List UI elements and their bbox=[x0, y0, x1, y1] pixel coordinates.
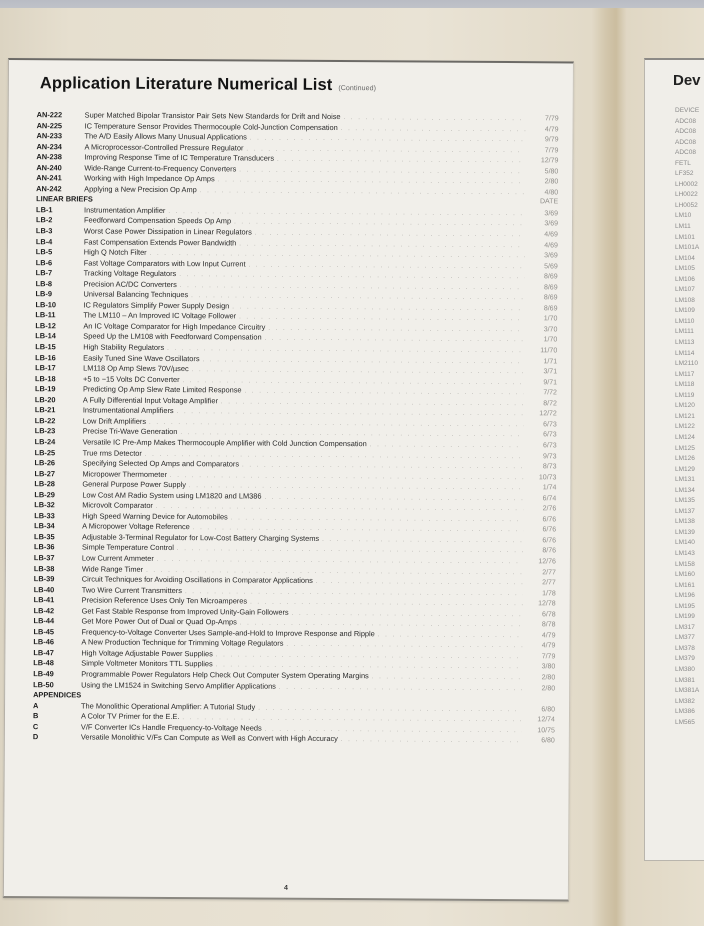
device-item: DEVICE bbox=[675, 107, 700, 114]
item-title: An IC Voltage Comparator for High Impedance Circuitry bbox=[83, 321, 266, 332]
app-notes-list bbox=[36, 110, 559, 198]
item-date: 8/78 bbox=[541, 621, 556, 629]
item-title: Applying a New Precision Op Amp bbox=[84, 184, 197, 194]
item-title: Improving Response Time of IC Temperature Transducers bbox=[84, 152, 275, 163]
device-item: LM117 bbox=[675, 370, 695, 378]
item-code: LB-27 bbox=[34, 468, 56, 478]
item-title: Instrumentational Amplifiers bbox=[82, 405, 174, 416]
item-date: 1/70 bbox=[543, 315, 558, 323]
item-code: LB-49 bbox=[33, 669, 54, 679]
item-title: A Fully Differential Input Voltage Amplifier bbox=[82, 395, 218, 406]
item-code: LB-28 bbox=[34, 479, 55, 489]
item-code: LB-29 bbox=[34, 489, 55, 499]
item-code: AN-233 bbox=[36, 131, 63, 141]
item-title: Precise Tri-Wave Generation bbox=[82, 426, 178, 437]
item-code: LB-9 bbox=[35, 289, 53, 299]
item-title: Frequency-to-Voltage Converter Uses Sample-and-Hold to Improve Response and Ripple bbox=[81, 627, 375, 639]
item-code: AN-240 bbox=[36, 162, 62, 173]
item-title: Worst Case Power Dissipation in Linear Regulators bbox=[83, 226, 252, 237]
item-date: 4/79 bbox=[544, 125, 559, 133]
linear-briefs-list bbox=[33, 205, 558, 693]
item-code: AN-241 bbox=[36, 173, 62, 183]
device-item: LM105 bbox=[675, 265, 695, 273]
item-title: LM118 Op Amp Slews 70V/µsec bbox=[83, 363, 189, 374]
item-date: 8/73 bbox=[542, 463, 557, 471]
item-code: B bbox=[32, 711, 39, 721]
item-code: LB-39 bbox=[33, 574, 55, 584]
item-title: Circuit Techniques for Avoiding Oscillations in Comparator Applications bbox=[81, 574, 313, 585]
leader-dots bbox=[200, 186, 525, 199]
device-item: LM381A bbox=[675, 687, 700, 695]
item-date: 3/71 bbox=[543, 368, 558, 376]
item-title: Get More Power Out of Dual or Quad Op-Amps bbox=[81, 616, 237, 627]
page-title-text: Application Literature Numerical List bbox=[39, 74, 333, 94]
item-title: High Stability Regulators bbox=[83, 342, 165, 352]
device-item: LM2110 bbox=[675, 360, 699, 368]
device-item: LM160 bbox=[675, 571, 695, 579]
item-date: 4/69 bbox=[544, 241, 558, 249]
item-title: Two Wire Current Transmitters bbox=[81, 585, 182, 595]
item-title: Precision AC/DC Converters bbox=[83, 279, 177, 289]
item-title: Fast Compensation Extends Power Bandwidth bbox=[83, 237, 237, 247]
item-date: 8/76 bbox=[542, 547, 557, 555]
item-title: +5 to −15 Volts DC Converter bbox=[83, 374, 180, 384]
item-title: The LM110 – An Improved IC Voltage Follower bbox=[83, 310, 237, 321]
item-title: Low Drift Amplifiers bbox=[82, 416, 147, 426]
item-date: 6/80 bbox=[541, 705, 556, 713]
device-item: LM101A bbox=[675, 244, 700, 252]
item-date: 3/69 bbox=[544, 220, 559, 228]
item-date: 2/80 bbox=[541, 674, 556, 682]
item-code: D bbox=[32, 732, 39, 742]
literature-list bbox=[33, 110, 559, 746]
item-date: 3/69 bbox=[544, 210, 559, 218]
item-title: Simple Temperature Control bbox=[81, 542, 174, 553]
item-code: C bbox=[32, 721, 39, 731]
device-item: LM124 bbox=[675, 433, 695, 441]
item-title: Using the LM1524 in Switching Servo Amplifier Applications bbox=[81, 679, 276, 691]
left-page bbox=[3, 58, 574, 901]
item-title: Feedforward Compensation Speeds Op Amp bbox=[83, 215, 232, 226]
item-title: Tracking Voltage Regulators bbox=[83, 268, 177, 279]
item-title: IC Regulators Simplify Power Supply Design bbox=[83, 300, 230, 311]
device-list bbox=[675, 106, 699, 728]
item-code: LB-14 bbox=[35, 331, 56, 341]
device-item: LM161 bbox=[675, 581, 695, 589]
item-code: LB-18 bbox=[35, 373, 56, 383]
item-title: A Micropower Voltage Reference bbox=[82, 521, 190, 532]
device-item: LM111 bbox=[675, 328, 694, 336]
item-date: 12/72 bbox=[539, 410, 557, 418]
page-title bbox=[40, 74, 376, 95]
item-code: LB-22 bbox=[34, 416, 56, 426]
device-item: LM135 bbox=[675, 497, 695, 505]
device-item: LH0002 bbox=[675, 180, 698, 188]
item-code: LB-16 bbox=[35, 352, 56, 362]
item-code: LB-46 bbox=[33, 637, 55, 647]
device-item: LM382 bbox=[675, 697, 695, 705]
right-page-title: Dev bbox=[673, 72, 701, 89]
item-code: LB-20 bbox=[34, 394, 56, 405]
device-item: LM317 bbox=[675, 623, 695, 631]
item-title: Versatile IC Pre-Amp Makes Thermocouple Amplifier with Cold Junction Compensation bbox=[82, 437, 367, 449]
item-date: 1/74 bbox=[542, 484, 557, 492]
item-date: 6/73 bbox=[543, 431, 557, 439]
device-item: LM134 bbox=[675, 486, 695, 494]
item-date: 4/80 bbox=[544, 189, 559, 197]
item-code: LB-26 bbox=[34, 458, 56, 468]
device-item: LH0052 bbox=[675, 201, 698, 209]
item-code: LB-3 bbox=[35, 226, 53, 236]
item-title: Versatile Monolithic V/Fs Can Compute as Well as Convert with High Accuracy bbox=[80, 732, 338, 744]
item-title: Get Fast Stable Response from Improved Unity-Gain Followers bbox=[81, 606, 289, 617]
item-date: 10/73 bbox=[538, 473, 557, 481]
item-date: 7/79 bbox=[544, 146, 559, 155]
item-date: 12/79 bbox=[540, 157, 559, 165]
device-item: LM139 bbox=[675, 528, 695, 536]
item-date: 10/75 bbox=[537, 726, 555, 735]
item-title: Easily Tuned Sine Wave Oscillators bbox=[83, 353, 200, 363]
item-date: 6/76 bbox=[542, 516, 557, 524]
item-date: 6/80 bbox=[541, 737, 555, 745]
item-date: 3/70 bbox=[543, 326, 558, 334]
item-title: Simple Voltmeter Monitors TTL Supplies bbox=[81, 658, 213, 669]
device-item: LM106 bbox=[675, 275, 695, 283]
book-spread bbox=[0, 8, 704, 926]
device-item: ADC08 bbox=[675, 138, 696, 146]
item-date: 4/69 bbox=[544, 231, 558, 239]
device-item: LM120 bbox=[675, 402, 695, 410]
device-item: LM381 bbox=[675, 676, 695, 684]
item-code: LB-6 bbox=[35, 257, 53, 267]
device-item: LM125 bbox=[675, 444, 695, 452]
item-date: 8/69 bbox=[543, 284, 558, 292]
item-code: AN-238 bbox=[36, 152, 62, 162]
device-item: FETL bbox=[675, 159, 691, 167]
device-item: LM158 bbox=[675, 560, 695, 568]
item-date: 8/72 bbox=[543, 400, 557, 408]
item-date: 6/76 bbox=[542, 537, 557, 545]
device-item: LM196 bbox=[675, 592, 695, 600]
section-title: LINEAR BRIEFS bbox=[36, 194, 93, 204]
item-code: AN-234 bbox=[36, 141, 62, 151]
device-item: LH0022 bbox=[675, 191, 698, 199]
device-item: LM126 bbox=[675, 455, 695, 463]
item-date: 2/80 bbox=[541, 684, 556, 692]
item-date: 1/78 bbox=[542, 589, 556, 597]
item-title: A New Production Technique for Trimming Voltage Regulators bbox=[81, 637, 284, 649]
item-title: A Microprocessor-Controlled Pressure Regulator bbox=[84, 142, 244, 153]
device-item: LM109 bbox=[675, 307, 695, 315]
device-item: LM380 bbox=[675, 665, 695, 673]
device-item: LM119 bbox=[675, 391, 695, 399]
item-date: 12/78 bbox=[538, 600, 556, 608]
item-date: 1/70 bbox=[543, 336, 558, 344]
item-code: LB-41 bbox=[33, 595, 55, 605]
item-date: 8/69 bbox=[543, 294, 558, 302]
item-title: General Purpose Power Supply bbox=[82, 479, 186, 490]
item-code: LB-44 bbox=[33, 616, 55, 626]
item-date: 7/79 bbox=[544, 115, 559, 123]
item-code: LB-23 bbox=[34, 426, 56, 436]
item-date: 6/76 bbox=[542, 526, 557, 534]
device-item: LM565 bbox=[675, 718, 695, 726]
device-item: LM10 bbox=[675, 212, 692, 220]
item-date: 2/76 bbox=[542, 505, 557, 513]
item-code: LB-37 bbox=[33, 553, 55, 563]
item-title: Working with High Impedance Op Amps bbox=[84, 173, 215, 184]
item-date: 11/70 bbox=[540, 347, 558, 355]
item-title: Precision Reference Uses Only Ten Microamperes bbox=[81, 595, 248, 606]
item-date: 3/69 bbox=[544, 252, 558, 260]
item-code: LB-19 bbox=[34, 384, 56, 394]
item-date: 12/74 bbox=[537, 716, 555, 724]
device-item: LM143 bbox=[675, 549, 695, 557]
item-title: The Monolithic Operational Amplifier: A Tutorial Study bbox=[81, 701, 256, 712]
item-date: 1/71 bbox=[543, 357, 558, 365]
item-title: Low Cost AM Radio System using LM1820 and LM386 bbox=[82, 490, 262, 501]
item-code: LB-8 bbox=[35, 278, 53, 289]
item-code: AN-222 bbox=[36, 110, 63, 120]
item-title: High Voltage Adjustable Power Supplies bbox=[81, 648, 213, 659]
device-item: LM378 bbox=[675, 644, 695, 652]
item-date: 4/79 bbox=[541, 642, 556, 650]
item-title: Super Matched Bipolar Transistor Pair Sets New Standards for Drift and Noise bbox=[84, 110, 341, 122]
section-title: APPENDICES bbox=[33, 690, 82, 700]
device-item: LM122 bbox=[675, 423, 695, 431]
device-item: LM195 bbox=[675, 602, 695, 610]
device-item: LM110 bbox=[675, 317, 695, 325]
device-item: LM138 bbox=[675, 518, 695, 526]
item-title: True rms Detector bbox=[82, 447, 142, 458]
item-date: 5/69 bbox=[544, 262, 558, 271]
item-code: LB-12 bbox=[35, 321, 56, 331]
item-code: LB-47 bbox=[33, 648, 54, 658]
item-code: LB-34 bbox=[34, 521, 55, 531]
item-code: LB-5 bbox=[35, 247, 53, 257]
item-code: LB-4 bbox=[35, 236, 53, 246]
device-item: LM377 bbox=[675, 634, 695, 642]
item-title: Predicting Op Amp Slew Rate Limited Response bbox=[82, 384, 242, 395]
item-code: LB-50 bbox=[33, 679, 54, 689]
device-item: LM108 bbox=[675, 296, 695, 304]
device-item: LM104 bbox=[675, 254, 695, 262]
item-title: Microvolt Comparator bbox=[82, 500, 153, 511]
item-date: 6/73 bbox=[543, 421, 557, 429]
item-title: Programmable Power Regulators Help Check Out Computer System Operating Margins bbox=[81, 669, 369, 681]
item-title: IC Temperature Sensor Provides Thermocouple Cold-Junction Compensation bbox=[84, 121, 338, 132]
item-code: LB-35 bbox=[34, 532, 55, 542]
device-item: LM113 bbox=[675, 339, 695, 347]
item-title: Universal Balancing Techniques bbox=[83, 289, 189, 300]
date-column-header: DATE bbox=[539, 198, 559, 206]
item-title: V/F Converter ICs Handle Frequency-to-Voltage Needs bbox=[80, 722, 262, 733]
device-item: ADC08 bbox=[675, 128, 696, 136]
item-date: 2/77 bbox=[542, 579, 556, 587]
item-date: 9/79 bbox=[544, 136, 559, 144]
leader-dots bbox=[341, 735, 522, 747]
appendices-list bbox=[33, 701, 555, 746]
item-code: LB-7 bbox=[35, 268, 53, 278]
device-item: ADC08 bbox=[675, 117, 696, 125]
item-title: Specifying Selected Op Amps and Comparators bbox=[82, 458, 240, 469]
device-item: LM11 bbox=[675, 223, 691, 231]
item-title: Low Current Ammeter bbox=[81, 553, 154, 563]
device-item: LM107 bbox=[675, 286, 695, 294]
item-date: 6/73 bbox=[542, 442, 557, 450]
item-title: Instrumentation Amplifier bbox=[84, 205, 166, 215]
page-number: 4 bbox=[283, 884, 288, 892]
device-item: LM121 bbox=[675, 412, 695, 420]
item-code: LB-10 bbox=[35, 300, 57, 310]
device-item: LM140 bbox=[675, 539, 695, 547]
item-title: Fast Voltage Comparators with Low Input Current bbox=[83, 258, 246, 269]
item-title: The A/D Easily Allows Many Unusual Applications bbox=[84, 131, 247, 142]
item-date: 5/80 bbox=[544, 168, 559, 176]
item-code: LB-2 bbox=[35, 215, 53, 225]
item-code: LB-11 bbox=[35, 310, 56, 320]
item-title: A Color TV Primer for the E.E. bbox=[80, 711, 180, 722]
device-item: LM101 bbox=[675, 233, 695, 241]
item-date: 9/73 bbox=[542, 452, 557, 460]
device-item: LM379 bbox=[675, 655, 695, 663]
item-code: LB-24 bbox=[34, 437, 56, 447]
item-code: LB-15 bbox=[35, 342, 56, 352]
item-date: 8/69 bbox=[544, 273, 558, 281]
device-item: LM118 bbox=[675, 381, 695, 389]
item-date: 4/79 bbox=[541, 632, 556, 640]
item-code: AN-225 bbox=[36, 120, 63, 130]
item-date: 6/78 bbox=[541, 610, 556, 619]
item-date: 6/74 bbox=[542, 494, 557, 503]
device-item: ADC08 bbox=[675, 149, 696, 157]
item-date: 3/80 bbox=[541, 663, 556, 671]
item-title: Adjustable 3-Terminal Regulator for Low-Cost Battery Charging Systems bbox=[82, 532, 320, 543]
right-page bbox=[644, 58, 704, 861]
device-item: LM199 bbox=[675, 613, 695, 621]
item-code: A bbox=[33, 700, 39, 710]
item-title: Wide-Range Current-to-Frequency Converters bbox=[84, 163, 237, 174]
item-code: LB-32 bbox=[34, 500, 55, 510]
item-title: High Q Notch Filter bbox=[83, 247, 147, 257]
device-item: LM137 bbox=[675, 507, 695, 515]
leader-dots bbox=[279, 682, 522, 694]
item-date: 12/76 bbox=[538, 558, 556, 566]
item-code: LB-21 bbox=[34, 405, 56, 415]
item-title: Wide Range Timer bbox=[81, 563, 144, 574]
item-code: LB-40 bbox=[33, 584, 55, 594]
device-item: LM386 bbox=[675, 708, 695, 716]
device-item: LM129 bbox=[675, 465, 695, 473]
item-date: 9/71 bbox=[543, 378, 558, 387]
item-date: 7/79 bbox=[541, 653, 556, 661]
device-item: LF352 bbox=[675, 170, 694, 178]
item-code: AN-242 bbox=[36, 184, 62, 194]
item-date: 2/80 bbox=[544, 178, 559, 186]
item-code: LB-33 bbox=[34, 510, 55, 521]
continued-label: (Continued) bbox=[338, 85, 377, 93]
item-code: LB-48 bbox=[33, 658, 54, 668]
device-item: LM131 bbox=[675, 476, 695, 484]
item-code: LB-38 bbox=[33, 563, 55, 573]
item-code: LB-42 bbox=[33, 605, 55, 615]
item-code: LB-36 bbox=[33, 542, 55, 552]
item-code: LB-25 bbox=[34, 447, 56, 457]
item-date: 7/72 bbox=[543, 389, 557, 397]
item-code: LB-1 bbox=[36, 205, 53, 215]
item-date: 8/69 bbox=[543, 305, 558, 313]
item-title: Micropower Thermometer bbox=[82, 469, 167, 479]
device-item: LM114 bbox=[675, 349, 695, 357]
item-title: Speed Up the LM108 with Feedforward Compensation bbox=[83, 331, 262, 343]
item-code: LB-17 bbox=[35, 363, 56, 373]
item-date: 2/77 bbox=[542, 568, 556, 576]
item-code: LB-45 bbox=[33, 626, 55, 637]
item-title: High Speed Warning Device for Automobiles bbox=[82, 511, 228, 522]
